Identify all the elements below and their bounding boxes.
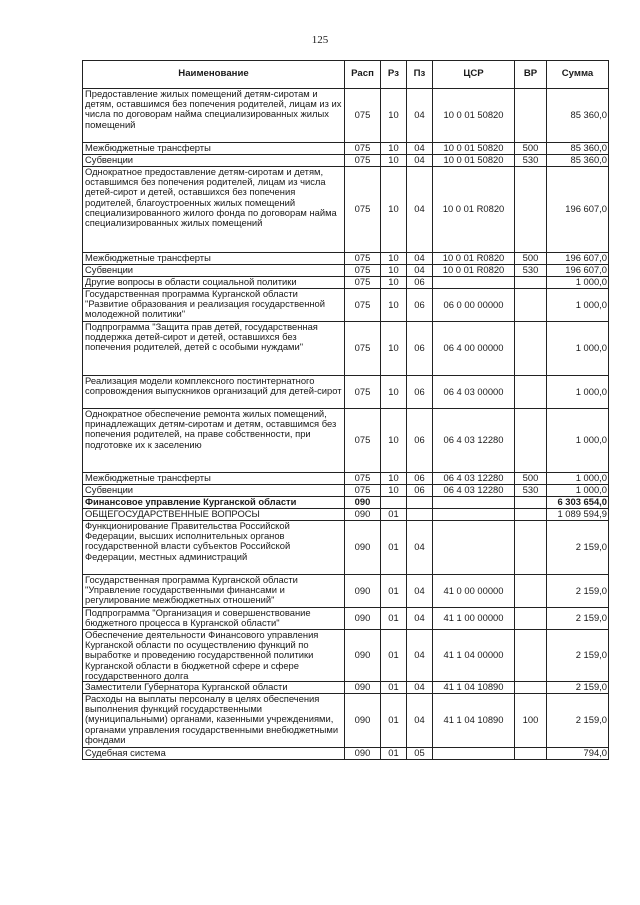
row-csr: 06 4 03 12280 bbox=[433, 409, 515, 473]
table-row bbox=[83, 497, 609, 509]
row-vr: 530 bbox=[515, 265, 547, 277]
row-pz: 04 bbox=[407, 167, 433, 253]
row-pz: 04 bbox=[407, 682, 433, 694]
row-csr bbox=[433, 277, 515, 289]
header-sum: Сумма bbox=[547, 61, 609, 89]
row-rasp: 090 bbox=[345, 682, 381, 694]
row-pz: 04 bbox=[407, 630, 433, 682]
row-name: Межбюджетные трансферты bbox=[83, 473, 345, 485]
row-rasp: 090 bbox=[345, 497, 381, 509]
header-name: Наименование bbox=[83, 61, 345, 89]
row-rz: 01 bbox=[381, 608, 407, 630]
row-csr: 10 0 01 50820 bbox=[433, 143, 515, 155]
row-vr bbox=[515, 289, 547, 322]
table-body bbox=[83, 89, 609, 760]
row-sum: 794,0 bbox=[547, 748, 609, 760]
row-vr bbox=[515, 682, 547, 694]
row-vr bbox=[515, 509, 547, 521]
row-rasp: 075 bbox=[345, 376, 381, 409]
row-name: Государственная программа Курганской области "Управление государственными финансами и регулирование межбюджетных отношений" bbox=[83, 575, 345, 608]
row-rz: 10 bbox=[381, 155, 407, 167]
row-csr: 10 0 01 R0820 bbox=[433, 265, 515, 277]
row-sum: 196 607,0 bbox=[547, 265, 609, 277]
row-pz: 04 bbox=[407, 694, 433, 748]
row-rz: 10 bbox=[381, 376, 407, 409]
row-vr: 100 bbox=[515, 694, 547, 748]
row-rasp: 075 bbox=[345, 289, 381, 322]
row-sum: 1 000,0 bbox=[547, 289, 609, 322]
row-rz: 01 bbox=[381, 521, 407, 575]
row-vr: 500 bbox=[515, 253, 547, 265]
row-sum: 85 360,0 bbox=[547, 155, 609, 167]
table-row bbox=[83, 265, 609, 277]
row-pz: 06 bbox=[407, 289, 433, 322]
header-pz: Пз bbox=[407, 61, 433, 89]
row-rz: 10 bbox=[381, 253, 407, 265]
row-csr: 10 0 01 R0820 bbox=[433, 253, 515, 265]
row-rasp: 075 bbox=[345, 277, 381, 289]
row-vr bbox=[515, 277, 547, 289]
row-sum: 1 000,0 bbox=[547, 473, 609, 485]
row-rasp: 075 bbox=[345, 265, 381, 277]
row-pz: 05 bbox=[407, 748, 433, 760]
table-row bbox=[83, 143, 609, 155]
table-header-row bbox=[83, 61, 609, 89]
row-pz: 04 bbox=[407, 89, 433, 143]
row-csr bbox=[433, 497, 515, 509]
row-csr: 10 0 01 R0820 bbox=[433, 167, 515, 253]
row-sum: 2 159,0 bbox=[547, 630, 609, 682]
row-rz: 10 bbox=[381, 265, 407, 277]
row-csr: 41 1 04 10890 bbox=[433, 682, 515, 694]
row-sum: 2 159,0 bbox=[547, 521, 609, 575]
row-rasp: 075 bbox=[345, 485, 381, 497]
row-pz: 04 bbox=[407, 575, 433, 608]
row-pz: 04 bbox=[407, 143, 433, 155]
row-csr bbox=[433, 521, 515, 575]
row-rz: 10 bbox=[381, 409, 407, 473]
row-csr: 06 4 03 12280 bbox=[433, 485, 515, 497]
row-name: Подпрограмма "Организация и совершенствование бюджетного процесса в Курганской области" bbox=[83, 608, 345, 630]
row-pz: 04 bbox=[407, 265, 433, 277]
row-rz: 01 bbox=[381, 748, 407, 760]
row-vr: 530 bbox=[515, 155, 547, 167]
row-sum: 2 159,0 bbox=[547, 575, 609, 608]
row-rz: 01 bbox=[381, 575, 407, 608]
table-row bbox=[83, 376, 609, 409]
table-row bbox=[83, 509, 609, 521]
row-pz: 06 bbox=[407, 277, 433, 289]
page-number: 125 bbox=[311, 34, 329, 46]
row-sum: 6 303 654,0 bbox=[547, 497, 609, 509]
budget-table bbox=[82, 60, 609, 760]
row-vr: 500 bbox=[515, 473, 547, 485]
table-row bbox=[83, 155, 609, 167]
row-vr bbox=[515, 167, 547, 253]
row-name: Реализация модели комплексного постинтернатного сопровождения выпускников организаций для детей-сирот bbox=[83, 376, 345, 409]
table-row bbox=[83, 473, 609, 485]
row-sum: 2 159,0 bbox=[547, 682, 609, 694]
row-csr: 06 4 03 00000 bbox=[433, 376, 515, 409]
row-name: ОБЩЕГОСУДАРСТВЕННЫЕ ВОПРОСЫ bbox=[83, 509, 345, 521]
row-name: Субвенции bbox=[83, 265, 345, 277]
row-sum: 196 607,0 bbox=[547, 253, 609, 265]
row-rz: 01 bbox=[381, 630, 407, 682]
row-csr: 41 1 04 10890 bbox=[433, 694, 515, 748]
row-csr: 10 0 01 50820 bbox=[433, 89, 515, 143]
table-row bbox=[83, 630, 609, 682]
row-csr: 41 1 04 00000 bbox=[433, 630, 515, 682]
row-pz: 04 bbox=[407, 521, 433, 575]
row-csr bbox=[433, 509, 515, 521]
row-sum: 2 159,0 bbox=[547, 694, 609, 748]
row-sum: 1 000,0 bbox=[547, 485, 609, 497]
row-pz: 06 bbox=[407, 485, 433, 497]
table-row bbox=[83, 89, 609, 143]
row-vr bbox=[515, 376, 547, 409]
table-row bbox=[83, 682, 609, 694]
row-rz: 10 bbox=[381, 485, 407, 497]
table-row bbox=[83, 409, 609, 473]
row-name: Обеспечение деятельности Финансового управления Курганской области по осуществлению функций по выработке и проведению государственной политики Курганской области в бюджетной сфере и сфере государственного долга bbox=[83, 630, 345, 682]
row-rasp: 075 bbox=[345, 167, 381, 253]
row-csr: 41 1 00 00000 bbox=[433, 608, 515, 630]
row-csr: 10 0 01 50820 bbox=[433, 155, 515, 167]
row-vr bbox=[515, 409, 547, 473]
row-rz: 10 bbox=[381, 143, 407, 155]
row-rasp: 090 bbox=[345, 575, 381, 608]
row-name: Расходы на выплаты персоналу в целях обеспечения выполнения функций государственными (муниципальными) органами, казенными учреждениями, органами управления государственными внебюджетными фондами bbox=[83, 694, 345, 748]
row-sum: 1 089 594,9 bbox=[547, 509, 609, 521]
table-row bbox=[83, 253, 609, 265]
row-pz: 06 bbox=[407, 473, 433, 485]
row-pz: 06 bbox=[407, 322, 433, 376]
row-sum: 2 159,0 bbox=[547, 608, 609, 630]
row-csr: 06 0 00 00000 bbox=[433, 289, 515, 322]
row-vr bbox=[515, 322, 547, 376]
row-pz: 06 bbox=[407, 376, 433, 409]
row-vr bbox=[515, 608, 547, 630]
row-rasp: 090 bbox=[345, 630, 381, 682]
row-csr: 06 4 00 00000 bbox=[433, 322, 515, 376]
row-sum: 1 000,0 bbox=[547, 409, 609, 473]
row-name: Финансовое управление Курганской области bbox=[83, 497, 345, 509]
row-vr bbox=[515, 497, 547, 509]
row-sum: 85 360,0 bbox=[547, 143, 609, 155]
row-sum: 85 360,0 bbox=[547, 89, 609, 143]
header-vr: ВР bbox=[515, 61, 547, 89]
row-vr: 500 bbox=[515, 143, 547, 155]
row-vr bbox=[515, 575, 547, 608]
row-name: Другие вопросы в области социальной политики bbox=[83, 277, 345, 289]
row-vr bbox=[515, 521, 547, 575]
table-row bbox=[83, 167, 609, 253]
row-rasp: 075 bbox=[345, 89, 381, 143]
row-rz: 01 bbox=[381, 694, 407, 748]
row-pz: 04 bbox=[407, 608, 433, 630]
row-name: Субвенции bbox=[83, 155, 345, 167]
row-rasp: 075 bbox=[345, 155, 381, 167]
row-rasp: 090 bbox=[345, 521, 381, 575]
row-rasp: 090 bbox=[345, 748, 381, 760]
row-vr: 530 bbox=[515, 485, 547, 497]
row-rz bbox=[381, 497, 407, 509]
row-name: Судебная система bbox=[83, 748, 345, 760]
row-rasp: 090 bbox=[345, 694, 381, 748]
row-rz: 01 bbox=[381, 509, 407, 521]
row-pz bbox=[407, 509, 433, 521]
row-name: Заместители Губернатора Курганской области bbox=[83, 682, 345, 694]
row-rasp: 075 bbox=[345, 253, 381, 265]
row-name: Функционирование Правительства Российской Федерации, высших исполнительных органов государственной власти субъектов Российской Федерации, местных администраций bbox=[83, 521, 345, 575]
row-rz: 01 bbox=[381, 682, 407, 694]
row-sum: 1 000,0 bbox=[547, 376, 609, 409]
row-rz: 10 bbox=[381, 167, 407, 253]
row-pz: 04 bbox=[407, 155, 433, 167]
row-rasp: 075 bbox=[345, 473, 381, 485]
table-row bbox=[83, 322, 609, 376]
row-rz: 10 bbox=[381, 322, 407, 376]
table-row bbox=[83, 608, 609, 630]
row-sum: 196 607,0 bbox=[547, 167, 609, 253]
row-rasp: 075 bbox=[345, 143, 381, 155]
row-name: Предоставление жилых помещений детям-сиротам и детям, оставшимся без попечения родителей, лицам из их числа по договорам найма специализированных жилых помещений bbox=[83, 89, 345, 143]
row-csr bbox=[433, 748, 515, 760]
row-pz: 04 bbox=[407, 253, 433, 265]
row-rasp: 075 bbox=[345, 322, 381, 376]
row-pz bbox=[407, 497, 433, 509]
header-csr: ЦСР bbox=[433, 61, 515, 89]
row-sum: 1 000,0 bbox=[547, 322, 609, 376]
row-name: Межбюджетные трансферты bbox=[83, 253, 345, 265]
row-name: Субвенции bbox=[83, 485, 345, 497]
row-rasp: 090 bbox=[345, 509, 381, 521]
row-name: Однократное обеспечение ремонта жилых помещений, принадлежащих детям-сиротам и детям, оставшимся без попечения родителей, на праве собственности, при подготовке их к заселению bbox=[83, 409, 345, 473]
row-rasp: 090 bbox=[345, 608, 381, 630]
row-pz: 06 bbox=[407, 409, 433, 473]
row-name: Однократное предоставление детям-сиротам и детям, оставшимся без попечения родителей, лицам из числа детей-сирот и детей, оставшихся без попечения родителей, благоустроенных жилых помещений специализированного жилого фонда по договорам найма специализированных жилых помещений bbox=[83, 167, 345, 253]
row-csr: 06 4 03 12280 bbox=[433, 473, 515, 485]
table-row bbox=[83, 521, 609, 575]
table-row bbox=[83, 575, 609, 608]
row-rz: 10 bbox=[381, 277, 407, 289]
row-rz: 10 bbox=[381, 89, 407, 143]
row-csr: 41 0 00 00000 bbox=[433, 575, 515, 608]
row-vr bbox=[515, 630, 547, 682]
table-row bbox=[83, 748, 609, 760]
row-rasp: 075 bbox=[345, 409, 381, 473]
row-name: Подпрограмма "Защита прав детей, государственная поддержка детей-сирот и детей, оставшихся без попечения родителей, детей с особыми нуждами" bbox=[83, 322, 345, 376]
table-row bbox=[83, 277, 609, 289]
row-sum: 1 000,0 bbox=[547, 277, 609, 289]
row-vr bbox=[515, 748, 547, 760]
row-vr bbox=[515, 89, 547, 143]
header-rz: Рз bbox=[381, 61, 407, 89]
row-name: Межбюджетные трансферты bbox=[83, 143, 345, 155]
header-rasp: Расп bbox=[345, 61, 381, 89]
table-row bbox=[83, 694, 609, 748]
row-rz: 10 bbox=[381, 289, 407, 322]
row-rz: 10 bbox=[381, 473, 407, 485]
row-name: Государственная программа Курганской области "Развитие образования и реализация государственной молодежной политики" bbox=[83, 289, 345, 322]
table-row bbox=[83, 289, 609, 322]
table-row bbox=[83, 485, 609, 497]
